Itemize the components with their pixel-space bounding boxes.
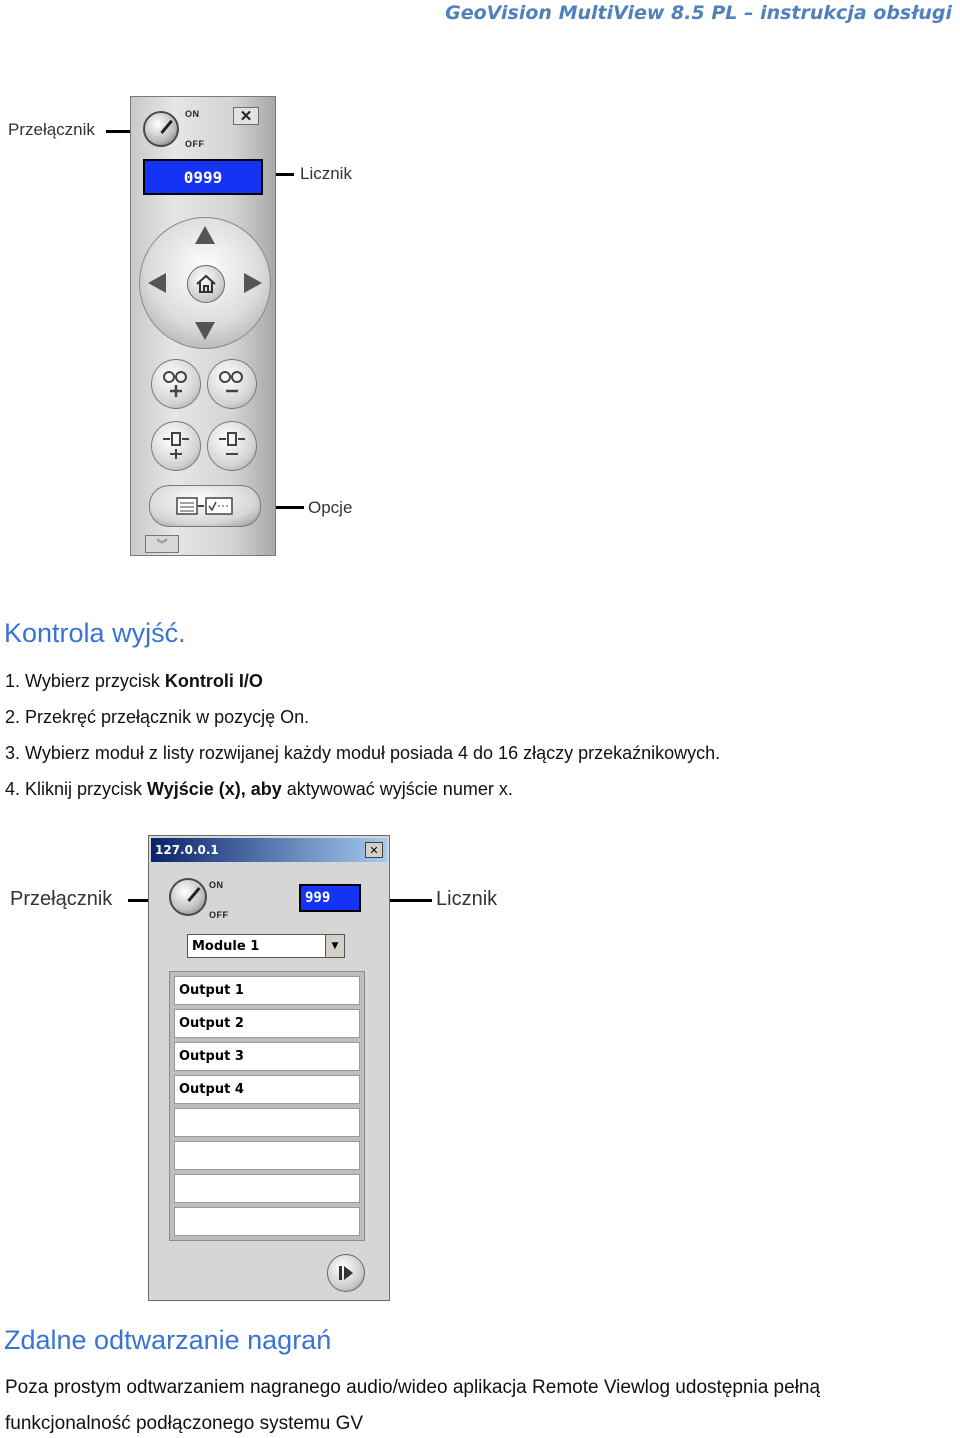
step-3	[5, 743, 720, 764]
window-title: 127.0.0.1	[155, 843, 219, 857]
on-off-knob-icon[interactable]	[169, 878, 207, 916]
on-label: ON	[185, 109, 200, 119]
step-1	[5, 671, 263, 692]
close-icon[interactable]: ✕	[233, 107, 259, 125]
window-titlebar[interactable]	[151, 838, 387, 862]
focus-far-icon[interactable]	[207, 421, 257, 471]
step-4-suffix: aktywować wyjście numer x.	[281, 779, 513, 799]
document-header-title: GeoVision MultiView 8.5 PL – instrukcja obsługi	[445, 2, 952, 24]
callout-options-label: Opcje	[308, 498, 353, 517]
counter-display: 0999	[143, 159, 263, 195]
section-heading-remote-playback: Zdalne odtwarzanie nagrań	[4, 1325, 332, 1355]
output-button-3[interactable]: Output 3	[174, 1042, 360, 1071]
home-icon[interactable]	[187, 265, 225, 303]
expand-icon[interactable]: ︾	[145, 535, 179, 553]
callout-counter-label: Licznik	[300, 164, 352, 183]
module-select[interactable]	[187, 934, 345, 958]
io-on-label: ON	[209, 880, 224, 890]
step-2	[5, 707, 309, 728]
step-1-bold: Kontroli I/O	[164, 671, 263, 691]
off-label: OFF	[185, 139, 205, 149]
output-button-1[interactable]: Output 1	[174, 976, 360, 1005]
callout-io-switch-label: Przełącznik	[10, 888, 113, 910]
io-off-label: OFF	[209, 910, 229, 920]
step-3-text: 3. Wybierz moduł z listy rozwijanej każdy moduł posiada 4 do 16 złączy przekaźnikowych.	[5, 743, 721, 763]
paragraph-line-2: funkcjonalność podłączonego systemu GV	[5, 1413, 364, 1434]
direction-pad	[139, 217, 271, 349]
output-list	[169, 971, 365, 1241]
arrow-up-icon[interactable]	[195, 226, 215, 244]
output-button-5[interactable]	[174, 1108, 360, 1137]
step-4-bold: Wyjście (x), aby	[147, 779, 282, 799]
module-select-value: Module 1	[192, 938, 260, 954]
callout-switch-label: Przełącznik	[8, 120, 95, 139]
output-button-6[interactable]	[174, 1141, 360, 1170]
chevron-down-icon[interactable]: ▼	[325, 935, 344, 957]
output-button-8[interactable]	[174, 1207, 360, 1236]
io-counter-display: 999	[299, 884, 361, 912]
options-button[interactable]	[149, 485, 261, 527]
step-1-text: 1. Wybierz przycisk	[5, 671, 165, 691]
focus-near-icon[interactable]	[151, 421, 201, 471]
output-button-4[interactable]: Output 4	[174, 1075, 360, 1104]
arrow-left-icon[interactable]	[148, 273, 166, 293]
arrow-down-icon[interactable]	[195, 322, 215, 340]
close-icon[interactable]: ✕	[365, 842, 383, 858]
step-2-text: 2. Przekręć przełącznik w pozycję On.	[5, 707, 310, 727]
output-button-2[interactable]: Output 2	[174, 1009, 360, 1038]
zoom-in-icon[interactable]	[151, 359, 201, 409]
step-4	[5, 779, 513, 800]
output-button-7[interactable]	[174, 1174, 360, 1203]
step-4-text: 4. Kliknij przycisk	[5, 779, 148, 799]
arrow-right-icon[interactable]	[244, 273, 262, 293]
on-off-knob-icon[interactable]	[143, 111, 179, 147]
zoom-out-icon[interactable]	[207, 359, 257, 409]
play-icon[interactable]	[327, 1254, 365, 1292]
section-heading-output-control: Kontrola wyjść.	[4, 618, 186, 648]
ptz-control-panel	[130, 96, 276, 556]
io-control-window	[148, 835, 390, 1301]
callout-io-counter-label: Licznik	[436, 888, 498, 910]
options-icon	[174, 494, 236, 518]
paragraph-line-1: Poza prostym odtwarzaniem nagranego audio/wideo aplikacja Remote Viewlog udostępnia pełną	[5, 1377, 821, 1398]
